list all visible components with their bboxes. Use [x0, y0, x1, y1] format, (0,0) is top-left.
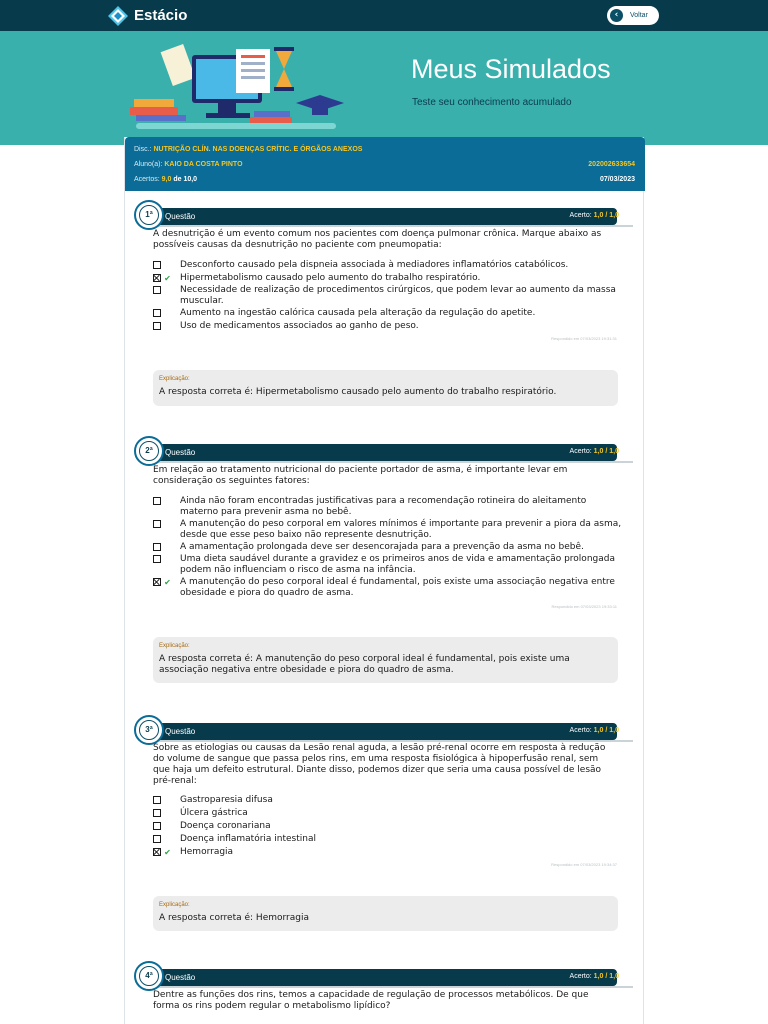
discipline-row — [134, 146, 635, 153]
exam-info-header — [125, 137, 645, 191]
score-value: 1,0 — [593, 448, 604, 455]
student-name: KAIO DA COSTA PINTO — [164, 161, 243, 168]
answer-option[interactable] — [153, 821, 623, 832]
question-score — [570, 448, 619, 455]
discipline-label: Disc.: — [134, 146, 152, 153]
score-value: 1,0 — [593, 212, 604, 219]
correct-check-icon — [162, 821, 173, 832]
answer-option[interactable] — [153, 847, 623, 858]
discipline-value: NUTRIÇÃO CLÍN. NAS DOENÇAS CRÍTIC. E ÓRGÃOS ANEXOS — [153, 146, 363, 153]
score-separator: / — [605, 212, 608, 219]
option-checkbox[interactable] — [153, 520, 161, 528]
answer-option[interactable] — [153, 577, 623, 599]
score-separator: / — [605, 973, 608, 980]
option-checkbox[interactable] — [153, 322, 161, 330]
question-divider — [153, 225, 633, 227]
exam-date: 07/03/2023 — [599, 176, 635, 183]
answer-option[interactable] — [153, 321, 623, 332]
question-score — [570, 727, 619, 734]
logo-text: Estácio — [134, 7, 188, 24]
hits-value: 9,0 — [161, 176, 172, 183]
question-number: 1ª — [139, 205, 159, 225]
question-header — [153, 969, 617, 986]
score-value: 1,0 — [593, 727, 604, 734]
option-checkbox[interactable] — [153, 286, 161, 294]
option-checkbox-marked[interactable] — [153, 274, 161, 282]
answer-option[interactable] — [153, 834, 623, 845]
option-text: Úlcera gástrica — [180, 808, 248, 818]
correct-check-icon: ✔ — [164, 848, 171, 857]
question-statement: A desnutrição é um evento comum nos pacientes com doença pulmonar crônica. Marque abaixo as possíveis causas da desnutrição no paciente com pneumopatia: — [153, 229, 602, 250]
option-text: Hipermetabolismo causado pelo aumento do trabalho respiratório. — [180, 273, 481, 283]
question-divider — [153, 740, 633, 742]
question-divider — [153, 986, 633, 988]
question-block — [125, 715, 645, 965]
option-text: Doença coronariana — [180, 821, 271, 831]
option-text: A manutenção do peso corporal em valores mínimos é importante para prevenir a piora da asma, desde que esse peso baixo não represente desnutrição. — [180, 519, 622, 540]
correct-check-icon — [162, 542, 173, 553]
explanation-label: Explicação: — [159, 902, 190, 908]
results-panel — [124, 137, 644, 1024]
option-checkbox[interactable] — [153, 555, 161, 563]
option-checkbox[interactable] — [153, 796, 161, 804]
question-score — [570, 973, 619, 980]
correct-check-icon — [162, 834, 173, 845]
correct-check-icon — [162, 260, 173, 271]
answer-option[interactable] — [153, 285, 623, 307]
study-illustration — [126, 37, 348, 137]
question-number-badge — [134, 436, 164, 466]
page-title: Meus Simulados — [411, 54, 611, 84]
question-header — [153, 723, 617, 740]
banner — [0, 31, 768, 145]
question-label: Questão — [165, 973, 196, 982]
hits-label: Acertos: — [134, 176, 160, 183]
score-row — [134, 176, 635, 183]
question-block — [125, 436, 645, 686]
answer-option[interactable] — [153, 496, 623, 518]
option-text: A manutenção do peso corporal ideal é fundamental, pois existe uma associação negativa entre obesidade e piora do quadro de asma. — [180, 577, 615, 598]
score-label: Acerto: — [569, 448, 592, 455]
option-text: Aumento na ingestão calórica causada pela alteração da regulação do apetite. — [180, 308, 536, 318]
option-checkbox[interactable] — [153, 309, 161, 317]
page-subtitle: Teste seu conhecimento acumulado — [412, 97, 572, 108]
question-label: Questão — [165, 212, 196, 221]
option-text: A amamentação prolongada deve ser desencorajada para a prevenção da asma no bebê. — [180, 542, 584, 552]
question-number-badge — [134, 715, 164, 745]
answer-option[interactable] — [153, 273, 623, 284]
explanation-box — [153, 896, 618, 931]
answer-option[interactable] — [153, 542, 623, 553]
answered-timestamp: Respondido em 07/03/2023 19:33:11 — [551, 604, 617, 609]
hits-total: de 10,0 — [173, 176, 198, 183]
explanation-text: A resposta correta é: Hipermetabolismo causado pelo aumento do trabalho respiratório. — [159, 387, 557, 397]
correct-check-icon — [162, 554, 173, 576]
correct-check-icon — [162, 285, 173, 307]
score-separator: / — [605, 448, 608, 455]
option-text: Gastroparesia difusa — [180, 795, 273, 805]
score-total: 1,0 — [609, 727, 619, 734]
option-checkbox[interactable] — [153, 497, 161, 505]
correct-check-icon — [162, 496, 173, 518]
correct-check-icon — [162, 321, 173, 332]
question-number: 2ª — [139, 441, 159, 461]
question-block — [125, 200, 645, 410]
option-text: Hemorragia — [180, 847, 234, 857]
chevron-left-icon: ‹ — [610, 9, 623, 22]
question-number-badge — [134, 961, 164, 991]
option-text: Desconforto causado pela dispneia associada à mediadores inflamatórios catabólicos. — [180, 260, 569, 270]
explanation-box — [153, 370, 618, 406]
score-total: 1,0 — [609, 212, 619, 219]
option-checkbox[interactable] — [153, 543, 161, 551]
score-separator: / — [605, 727, 608, 734]
estacio-logo-icon — [108, 6, 128, 26]
explanation-label: Explicação: — [159, 643, 190, 649]
question-block — [125, 961, 645, 1024]
explanation-text: A resposta correta é: A manutenção do peso corporal ideal é fundamental, pois existe uma associação negativa entre obesidade e piora do quadro de asma. — [159, 654, 570, 675]
option-text: Uso de medicamentos associados ao ganho de peso. — [180, 321, 419, 331]
top-bar — [0, 0, 768, 31]
question-number: 3ª — [139, 720, 159, 740]
correct-check-icon — [162, 808, 173, 819]
option-checkbox-marked[interactable] — [153, 578, 161, 586]
option-checkbox[interactable] — [153, 835, 161, 843]
answer-option[interactable] — [153, 308, 623, 319]
back-button[interactable] — [607, 6, 659, 25]
score-total: 1,0 — [609, 448, 619, 455]
question-header — [153, 208, 617, 225]
score-label: Acerto: — [569, 212, 592, 219]
explanation-label: Explicação: — [159, 376, 190, 382]
answer-option[interactable] — [153, 554, 623, 576]
score-label: Acerto: — [569, 973, 592, 980]
student-row — [134, 161, 635, 168]
answered-timestamp: Respondido em 07/03/2023 19:31:31 — [551, 336, 617, 341]
correct-check-icon: ✔ — [164, 578, 171, 587]
answer-option[interactable] — [153, 795, 623, 806]
correct-check-icon — [162, 308, 173, 319]
question-label: Questão — [165, 727, 196, 736]
question-number-badge — [134, 200, 164, 230]
explanation-text: A resposta correta é: Hemorragia — [159, 913, 309, 923]
score-value: 1,0 — [593, 973, 604, 980]
student-id: 202002633654 — [588, 161, 635, 168]
answer-option[interactable] — [153, 808, 623, 819]
answered-timestamp: Respondido em 07/03/2023 19:34:37 — [551, 862, 617, 867]
option-text: Necessidade de realização de procedimentos cirúrgicos, que podem levar ao aumento da massa muscular. — [180, 285, 616, 306]
option-checkbox-marked[interactable] — [153, 848, 161, 856]
answer-option[interactable] — [153, 519, 623, 541]
question-score — [570, 212, 619, 219]
option-checkbox[interactable] — [153, 261, 161, 269]
option-checkbox[interactable] — [153, 809, 161, 817]
question-statement: Em relação ao tratamento nutricional do paciente portador de asma, é importante levar em consideração os seguintes fatores: — [153, 465, 568, 486]
student-label: Aluno(a): — [134, 161, 163, 168]
explanation-box — [153, 637, 618, 683]
correct-check-icon: ✔ — [164, 274, 171, 283]
estacio-logo[interactable] — [108, 5, 187, 26]
correct-check-icon — [162, 519, 173, 541]
option-text: Doença inflamatória intestinal — [180, 834, 316, 844]
question-header — [153, 444, 617, 461]
question-statement: Sobre as etiologias ou causas da Lesão renal aguda, a lesão pré-renal ocorre em resposta à redução do volume de sangue que passa pelos rins, em uma resposta fisiológica à hipoperfusão renal, sem que haja um defeito estrutural. Diante disso, podemos dizer que seria uma causa possível de lesão pré-renal: — [153, 743, 606, 786]
answer-option[interactable] — [153, 260, 623, 271]
question-number: 4ª — [139, 966, 159, 986]
score-label: Acerto: — [569, 727, 592, 734]
back-button-label: Voltar — [630, 12, 648, 19]
question-label: Questão — [165, 448, 196, 457]
correct-check-icon — [162, 795, 173, 806]
question-statement: Dentre as funções dos rins, temos a capacidade de regulação de processos metabólicos. De que forma os rins podem regular o metabolismo lipídico? — [153, 990, 589, 1011]
option-text: Ainda não foram encontradas justificativas para a recomendação rotineira do aleitamento materno para prevenir asma no bebê. — [180, 496, 587, 517]
question-divider — [153, 461, 633, 463]
option-checkbox[interactable] — [153, 822, 161, 830]
score-total: 1,0 — [609, 973, 619, 980]
option-text: Uma dieta saudável durante a gravidez e os primeiros anos de vida e amamentação prolongada podem não influenciam o risco de asma na infância. — [180, 554, 615, 575]
